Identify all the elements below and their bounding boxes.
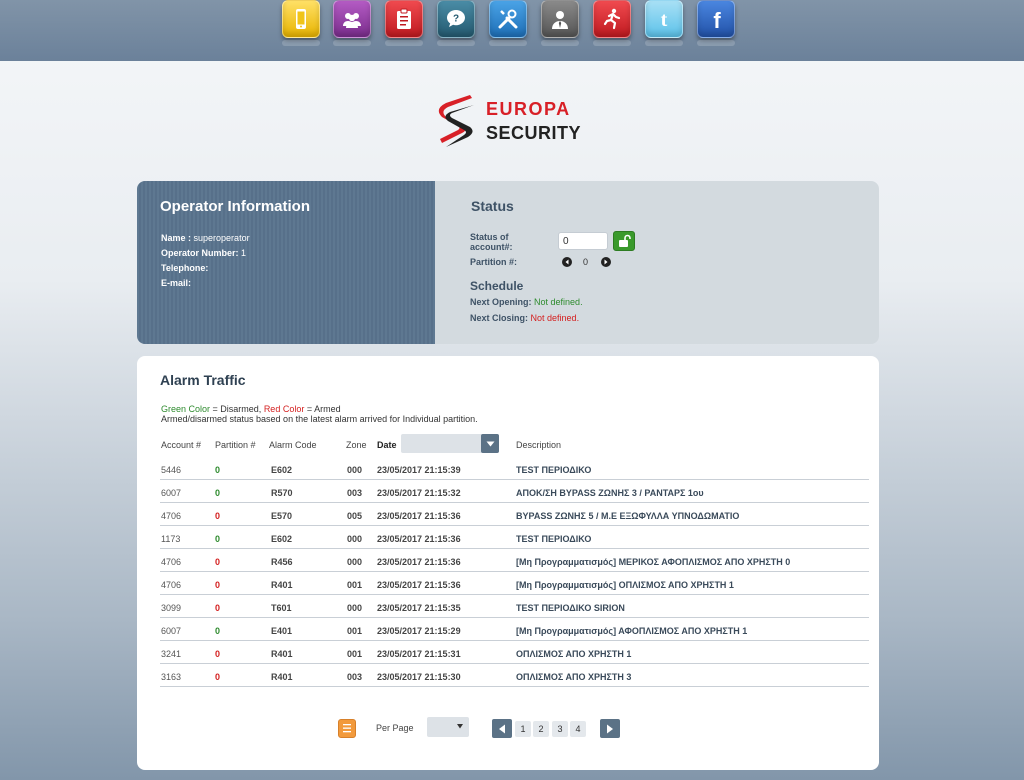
cell-account: 3099 — [161, 603, 182, 613]
operator-icon[interactable] — [541, 0, 579, 38]
svg-text:t: t — [660, 9, 668, 31]
legend-armed: = Armed — [304, 404, 341, 414]
header-account: Account # — [161, 440, 202, 450]
cell-zone: 003 — [347, 672, 363, 682]
header-zone: Zone — [346, 440, 367, 450]
toolbar-reflection — [385, 40, 423, 46]
cell-date: 23/05/2017 21:15:35 — [377, 603, 461, 613]
header-alarm-code: Alarm Code — [269, 440, 317, 450]
cell-account: 1173 — [161, 534, 181, 544]
cell-date: 23/05/2017 21:15:30 — [377, 672, 461, 682]
cell-account: 4706 — [161, 557, 182, 567]
prev-page-button[interactable] — [492, 719, 512, 738]
unlock-button[interactable] — [613, 231, 635, 251]
cell-alarm-code: R401 — [271, 649, 293, 659]
company-logo — [438, 95, 588, 150]
cell-date: 23/05/2017 21:15:36 — [377, 511, 461, 521]
table-row[interactable] — [160, 595, 869, 618]
per-page-label: Per Page — [376, 723, 414, 733]
next-page-button[interactable] — [600, 719, 620, 738]
cell-partition: 0 — [215, 511, 221, 521]
cell-account: 6007 — [161, 488, 182, 498]
partition-label: Partition #: — [470, 257, 518, 267]
cell-account: 3241 — [161, 649, 182, 659]
legend-disarmed: = Disarmed, — [210, 404, 264, 414]
facebook-icon[interactable] — [697, 0, 735, 38]
cell-partition: 0 — [215, 465, 221, 475]
chevron-right-icon — [603, 259, 609, 265]
help-chat-icon[interactable] — [437, 0, 475, 38]
chevron-left-icon — [498, 724, 506, 734]
operator-telephone-label: Telephone: — [161, 263, 209, 273]
chevron-right-icon — [606, 724, 614, 734]
mobile-icon[interactable] — [282, 0, 320, 38]
alarm-traffic-panel — [137, 356, 879, 770]
cell-partition: 0 — [215, 534, 221, 544]
toolbar-reflection — [282, 40, 320, 46]
cell-alarm-code: R401 — [271, 580, 293, 590]
legend-red: Red Color — [263, 404, 305, 414]
partition-prev-button[interactable] — [562, 257, 572, 267]
cell-description: TEST ΠΕΡΙΟΔΙΚΟ — [516, 534, 592, 544]
legend-green: Green Color — [161, 404, 211, 414]
table-row[interactable] — [160, 572, 869, 595]
cell-description: TEST ΠΕΡΙΟΔΙΚΟ — [516, 465, 592, 475]
exit-icon[interactable] — [593, 0, 631, 38]
cell-date: 23/05/2017 21:15:31 — [377, 649, 461, 659]
table-row[interactable] — [160, 664, 869, 687]
chevron-left-icon — [564, 259, 570, 265]
header-date: Date — [377, 440, 397, 450]
table-row[interactable] — [160, 641, 869, 664]
date-filter-dropdown-button[interactable] — [481, 434, 499, 453]
table-row[interactable] — [160, 549, 869, 572]
cell-zone: 001 — [347, 626, 363, 636]
toolbar-reflection — [593, 40, 631, 46]
alarm-traffic-title: Alarm Traffic — [160, 372, 246, 388]
table-row[interactable] — [160, 618, 869, 641]
next-opening-label: Next Opening: — [470, 297, 532, 307]
status-account-label-line2: account#: — [470, 242, 513, 252]
twitter-icon[interactable] — [645, 0, 683, 38]
table-row[interactable] — [160, 457, 869, 480]
per-page-select[interactable] — [427, 717, 469, 737]
cell-alarm-code: T601 — [271, 603, 292, 613]
cell-description: [Μη Προγραμματισμός] ΜΕΡΙΚΟΣ ΑΦΟΠΛΙΣΜΟΣ ΑΠΟ ΧΡΗΣΤΗ 0 — [516, 557, 791, 567]
page-3-button[interactable]: 3 — [552, 721, 568, 737]
cell-alarm-code: R570 — [271, 488, 293, 498]
cell-alarm-code: R456 — [271, 557, 293, 567]
cell-description: ΟΠΛΙΣΜΟΣ ΑΠΟ ΧΡΗΣΤΗ 1 — [516, 649, 632, 659]
status-title: Status — [471, 198, 514, 214]
cell-description: [Μη Προγραμματισμός] ΟΠΛΙΣΜΟΣ ΑΠΟ ΧΡΗΣΤΗ 1 — [516, 580, 734, 590]
cell-zone: 005 — [347, 511, 363, 521]
partition-value: 0 — [583, 257, 589, 267]
cell-zone: 003 — [347, 488, 363, 498]
page-2-button[interactable]: 2 — [533, 721, 549, 737]
toolbar-reflection — [333, 40, 371, 46]
svg-text:f: f — [713, 8, 721, 31]
cell-date: 23/05/2017 21:15:36 — [377, 534, 461, 544]
cell-description: ΑΠΟΚ/ΣΗ ΒΥΡΑSS ΖΩΝΗΣ 3 / ΡΑΝΤΑΡΣ 1ου — [516, 488, 704, 498]
operator-number-row — [161, 248, 246, 258]
toolbar-reflection — [645, 40, 683, 46]
account-number-input[interactable] — [558, 232, 608, 250]
cell-partition: 0 — [215, 626, 221, 636]
cell-date: 23/05/2017 21:15:29 — [377, 626, 461, 636]
toolbar-reflection — [489, 40, 527, 46]
cell-alarm-code: E401 — [271, 626, 293, 636]
operator-email-label: E-mail: — [161, 278, 192, 288]
date-filter-select[interactable] — [401, 434, 499, 453]
toolbar-reflection — [541, 40, 579, 46]
operator-name-value: superoperator — [193, 233, 250, 243]
cell-description: ΟΠΛΙΣΜΟΣ ΑΠΟ ΧΡΗΣΤΗ 3 — [516, 672, 632, 682]
cell-account: 6007 — [161, 626, 182, 636]
cell-zone: 000 — [347, 603, 363, 613]
header-description: Description — [516, 440, 562, 450]
cell-partition: 0 — [215, 649, 221, 659]
operator-name-label: Name : — [161, 233, 192, 243]
operator-number-value: 1 — [241, 248, 247, 258]
cell-partition: 0 — [215, 488, 221, 498]
cell-description: TEST ΠΕΡΙΟΔΙΚΟ SIRION — [516, 603, 625, 613]
cell-account: 5446 — [161, 465, 182, 475]
next-closing-value: Not defined. — [530, 313, 580, 323]
cell-zone: 001 — [347, 580, 363, 590]
export-icon[interactable] — [338, 719, 356, 738]
logo-text-europa: EUROPA — [486, 99, 571, 119]
operator-number-label: Operator Number: — [161, 248, 239, 258]
users-icon[interactable] — [333, 0, 371, 38]
cell-date: 23/05/2017 21:15:32 — [377, 488, 461, 498]
cell-description: ΒΥΡΑSS ΖΩΝΗΣ 5 / Μ.Ε ΕΞΩΦΥΛΛΑ ΥΠΝΟΔΩΜΑΤΙΟ — [516, 511, 740, 521]
cell-partition: 0 — [215, 603, 221, 613]
page-4-button[interactable]: 4 — [570, 721, 586, 737]
cell-date: 23/05/2017 21:15:39 — [377, 465, 461, 475]
cell-alarm-code: E602 — [271, 534, 293, 544]
operator-info-panel — [137, 181, 435, 344]
unlock-icon — [617, 234, 631, 248]
cell-partition: 0 — [215, 580, 221, 590]
cell-date: 23/05/2017 21:15:36 — [377, 557, 461, 567]
table-row[interactable] — [160, 503, 869, 526]
table-row[interactable] — [160, 480, 869, 503]
cell-alarm-code: E570 — [271, 511, 293, 521]
top-toolbar — [0, 0, 1024, 61]
cell-zone: 000 — [347, 465, 363, 475]
table-row[interactable] — [160, 526, 869, 549]
cell-description: [Μη Προγραμματισμός] ΑΦΟΠΛΙΣΜΟΣ ΑΠΟ ΧΡΗΣΤΗ 1 — [516, 626, 748, 636]
alarm-legend — [161, 404, 478, 424]
chevron-down-icon — [486, 441, 495, 447]
cell-alarm-code: R401 — [271, 672, 293, 682]
cell-partition: 0 — [215, 672, 221, 682]
status-account-label — [470, 232, 513, 252]
operator-info-title: Operator Information — [160, 198, 311, 215]
cell-zone: 001 — [347, 649, 363, 659]
svg-text:?: ? — [452, 13, 460, 25]
status-panel — [435, 181, 879, 344]
logo-text-security: SECURITY — [486, 123, 582, 143]
cell-alarm-code: E602 — [271, 465, 293, 475]
operator-name-row — [161, 233, 250, 243]
next-opening-value: Not defined. — [534, 297, 583, 307]
chevron-down-icon — [457, 724, 463, 729]
toolbar-reflection — [437, 40, 475, 46]
schedule-title: Schedule — [470, 279, 524, 293]
toolbar-reflection — [697, 40, 735, 46]
cell-account: 3163 — [161, 672, 182, 682]
cell-account: 4706 — [161, 580, 182, 590]
logo-mark-icon — [438, 95, 478, 147]
header-partition: Partition # — [215, 440, 256, 450]
cell-zone: 000 — [347, 534, 363, 544]
legend-color-row — [161, 404, 478, 414]
page-1-button[interactable]: 1 — [515, 721, 531, 737]
cell-date: 23/05/2017 21:15:36 — [377, 580, 461, 590]
next-opening-row — [470, 297, 583, 307]
cell-account: 4706 — [161, 511, 182, 521]
next-closing-label: Next Closing: — [470, 313, 529, 323]
next-closing-row — [470, 313, 579, 323]
cell-partition: 0 — [215, 557, 221, 567]
status-account-label-line1: Status of — [470, 232, 509, 242]
list-icon — [339, 720, 355, 737]
legend-note: Armed/disarmed status based on the latest alarm arrived for Individual partition. — [161, 414, 478, 424]
clipboard-icon[interactable] — [385, 0, 423, 38]
tools-icon[interactable] — [489, 0, 527, 38]
cell-zone: 000 — [347, 557, 363, 567]
partition-next-button[interactable] — [601, 257, 611, 267]
